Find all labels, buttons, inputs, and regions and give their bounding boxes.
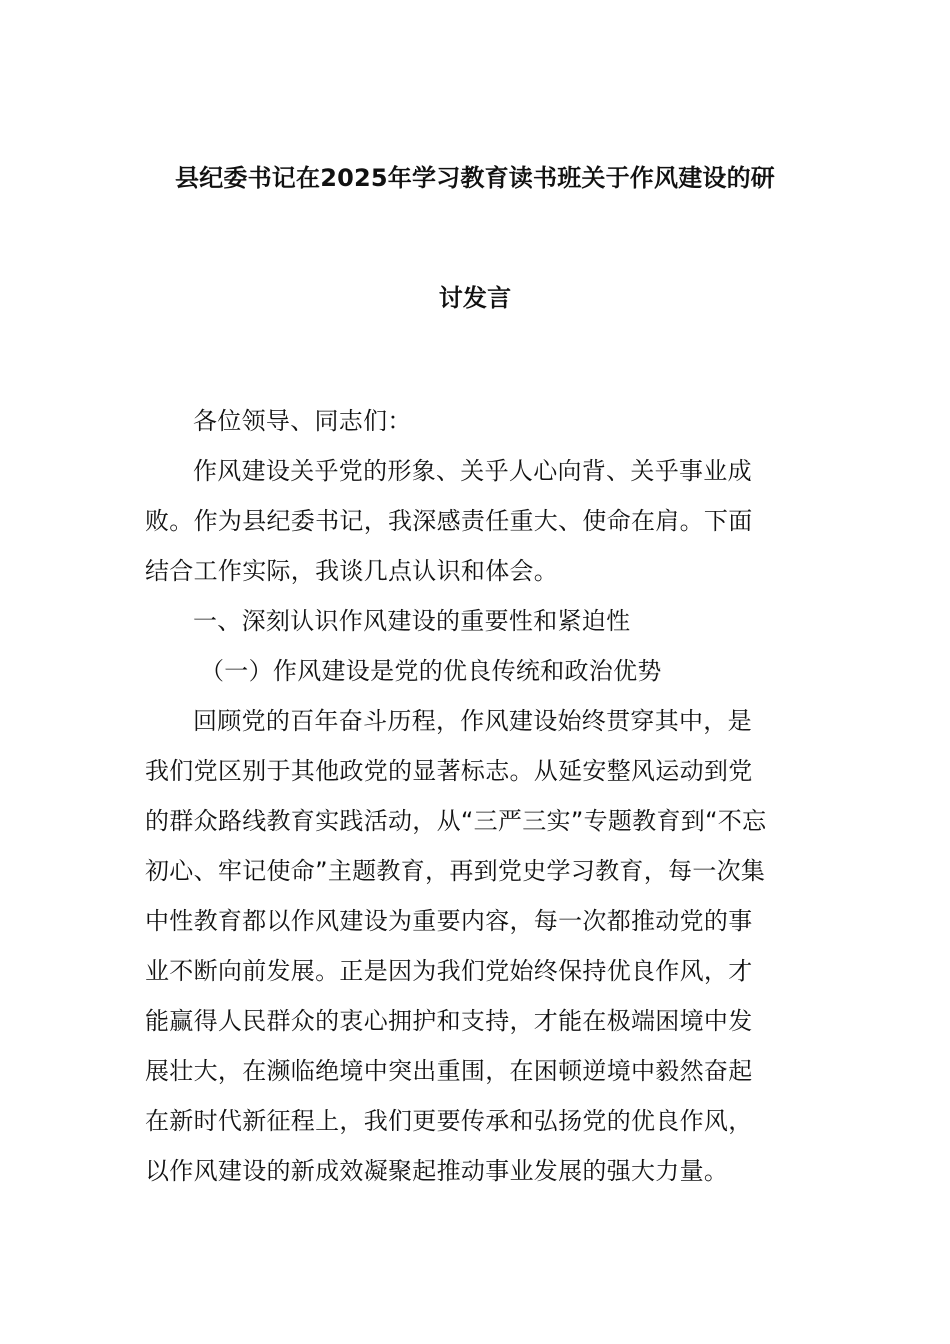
body-line: 初心、牢记使命”主题教育，再到党史学习教育，每一次集 <box>145 857 766 885</box>
intro-line: 败。作为县纪委书记，我深感责任重大、使命在肩。下面 <box>145 507 753 535</box>
body-line: 业不断向前发展。正是因为我们党始终保持优良作风，才 <box>145 957 753 985</box>
body-line: 我们党区别于其他政党的显著标志。从延安整风运动到党 <box>145 757 753 785</box>
body-line: 以作风建设的新成效凝聚起推动事业发展的强大力量。 <box>145 1157 729 1185</box>
body-line: 展壮大，在濒临绝境中突出重围，在困顿逆境中毅然奋起 <box>145 1057 753 1085</box>
body-line: 的群众路线教育实践活动，从“三严三实”专题教育到“不忘 <box>145 807 767 835</box>
body-line: 在新时代新征程上，我们更要传承和弘扬党的优良作风， <box>145 1107 753 1135</box>
document-title-line-2: 讨发言 <box>438 284 512 312</box>
body-line: 回顾党的百年奋斗历程，作风建设始终贯穿其中，是 <box>193 707 752 735</box>
section-heading: 一、深刻认识作风建设的重要性和紧迫性 <box>193 607 631 635</box>
intro-line: 结合工作实际，我谈几点认识和体会。 <box>145 557 559 585</box>
salutation: 各位领导、同志们： <box>193 407 412 435</box>
intro-line: 作风建设关乎党的形象、关乎人心向背、关乎事业成 <box>193 457 752 485</box>
document-title-line-1: 县纪委书记在2025年学习教育读书班关于作风建设的研 <box>175 164 775 192</box>
subsection-heading: （一）作风建设是党的优良传统和政治优势 <box>200 657 662 685</box>
body-line: 中性教育都以作风建设为重要内容，每一次都推动党的事 <box>145 907 753 935</box>
body-line: 能赢得人民群众的衷心拥护和支持，才能在极端困境中发 <box>145 1007 753 1035</box>
